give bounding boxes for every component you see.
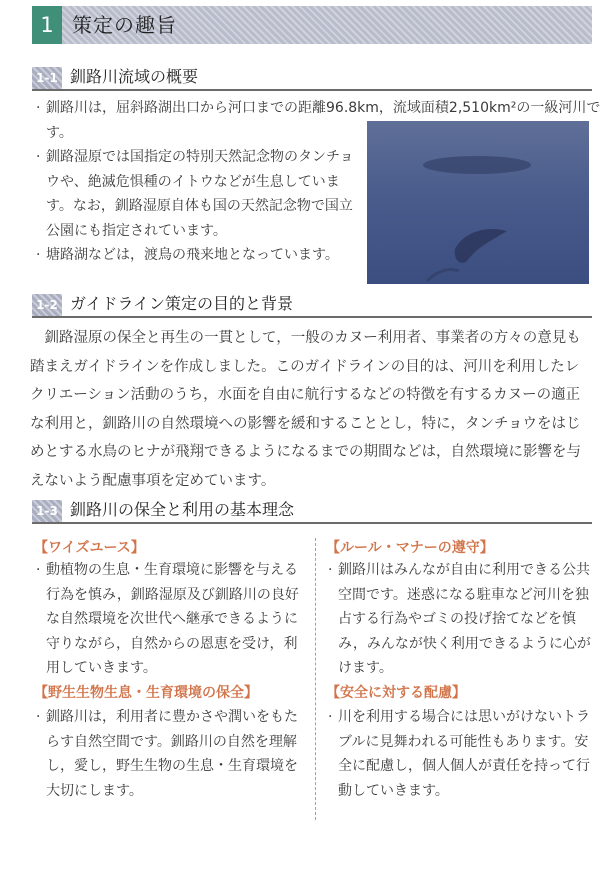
section-1-3-number: 1-3 [32,500,62,522]
safety-text: · 川を利用する場合には思いがけないトラブルに見舞われる可能性もあります。安全に配慮し，個人個人が責任を持って行動していきます。 [326,705,592,803]
section-1-3-title: 釧路川の保全と利用の基本理念 [70,500,295,519]
heading-wise-use: 【ワイズユース】 [34,540,145,556]
main-section-number: 1 [32,6,62,44]
section-1-3-header [32,500,592,524]
section-1-1-header [32,67,592,91]
aerial-wetland-photo [367,121,589,284]
section-1-2-paragraph: 釧路湿原の保全と再生の一貫として，一般のカヌー利用者、事業者の方々の意見も踏まえガイドラインを作成しました。このガイドラインの目的は、河川を利用したレクリエーション活動のうち，水面を自由に航行するなどの特徴を有するカヌーの適正な利用と，釧路川の自然環境への影響を緩和することとし，特に，タンチョウをはじめとする水鳥のヒナが飛翔できるようになるまでの期間などは，自然環境に影響を与えないよう配慮事項を定めています。 [30,330,581,489]
main-section-title: 策定の趣旨 [72,13,177,37]
heading-rules-manners: 【ルール・マナーの遵守】 [326,540,494,556]
bullet-migratory-birds: · 塘路湖などは，渡鳥の飛来地となっています。 [34,243,364,268]
wildlife-habitat-block [34,705,309,803]
section-1-1-title: 釧路川流域の概要 [70,67,199,86]
rules-manners-block [326,558,592,681]
heading-wildlife-habitat: 【野生生物生息・生育環境の保全】 [34,685,258,701]
column-divider [315,538,316,820]
main-section-header [32,6,592,44]
section-1-2-title: ガイドライン策定の目的と背景 [70,294,294,313]
bullet-wetland-species: · 釧路湿原では国指定の特別天然記念物のタンチョウや、絶滅危惧種のイトウなどが生息しています。なお，釧路湿原自体も国の天然記念物で国立公園にも指定されています。 [34,145,364,243]
safety-block [326,705,592,803]
heading-safety: 【安全に対する配慮】 [326,685,466,701]
rules-manners-text: · 釧路川はみんなが自由に利用できる公共空間です。迷惑になる駐車など河川を独占する行為やゴミの投げ捨てなどを慎み，みんなが快く利用できるように心がけます。 [326,558,592,681]
wise-use-block [34,558,309,681]
wildlife-habitat-text: · 釧路川は，利用者に豊かさや潤いをもたらす自然空間です。釧路川の自然を理解し，愛し，野生生物の生息・生育環境を大切にします。 [34,705,309,803]
bullet-river-distance: · 釧路川は，屈斜路湖出口から河口までの距離96.8km，流域面積2,510km²の一級河川です。 [34,96,600,145]
wise-use-text: · 動植物の生息・生育環境に影響を与える行為を慎み，釧路湿原及び釧路川の良好な自然環境を次世代へ継承できるように守りながら，自然からの恩恵を受け，利用していきます。 [34,558,309,681]
section-1-1-bullets [34,96,600,268]
section-1-1-number: 1-1 [32,67,62,89]
section-1-2-number: 1-2 [32,294,62,316]
section-1-2-header [32,294,592,318]
